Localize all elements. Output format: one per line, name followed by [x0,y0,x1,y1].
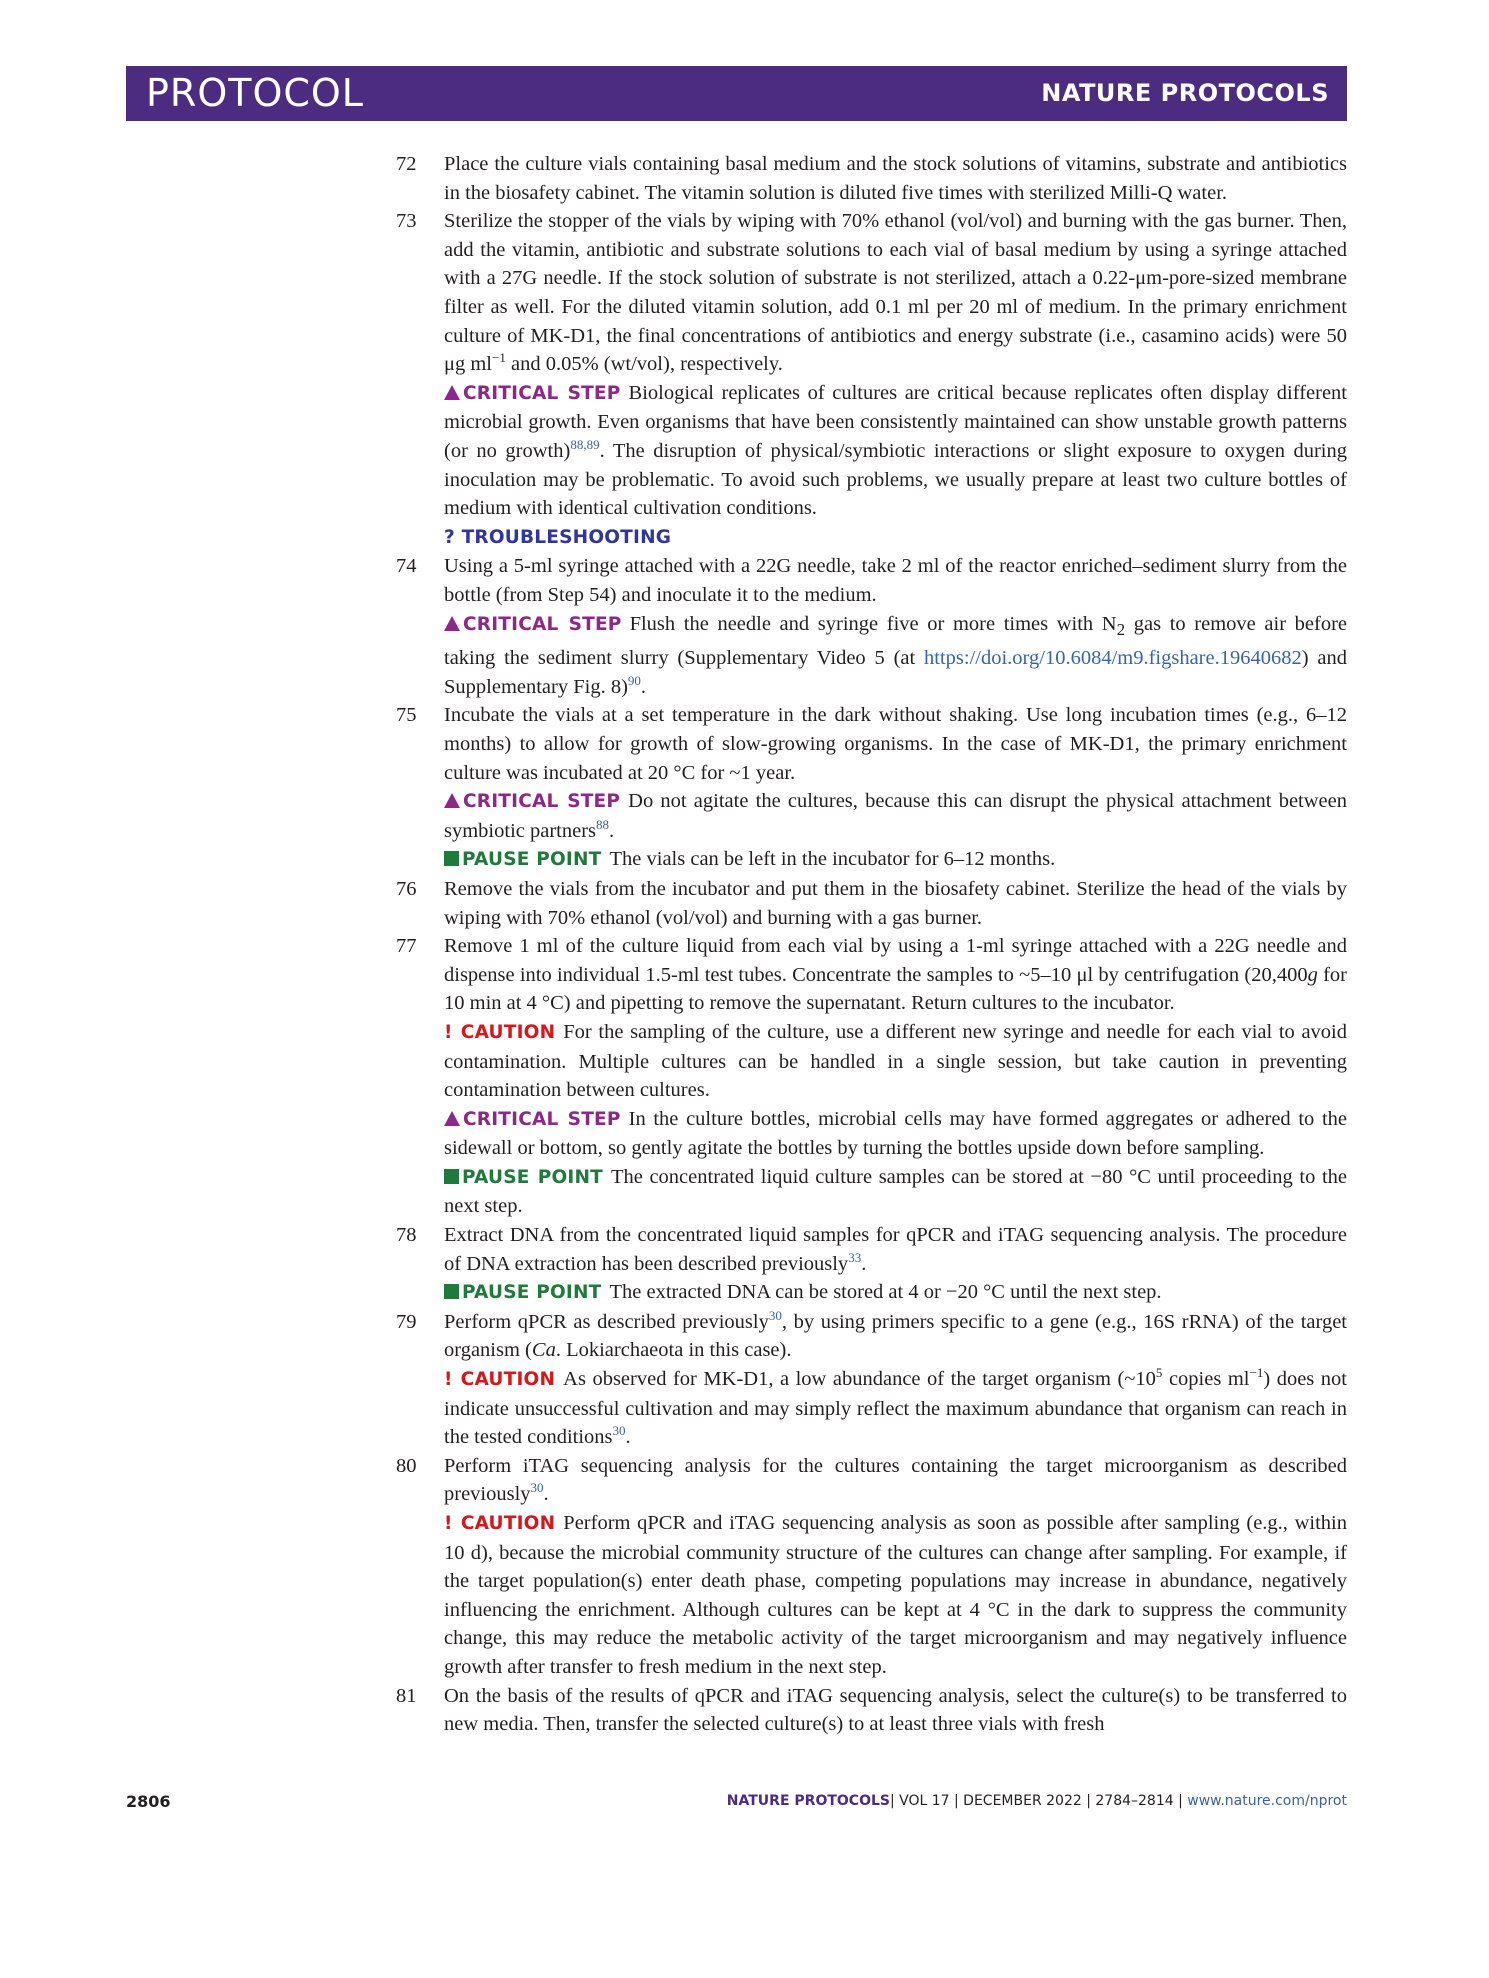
footer-journal: NATURE PROTOCOLS [726,1793,890,1809]
triangle-icon [444,385,460,400]
step-81 [396,1682,1347,1739]
footer-citation [727,1793,1347,1809]
step-78 [396,1221,1347,1308]
reference[interactable]: 88 [596,816,610,832]
critical-step-note: CRITICAL STEP Biological replicates of cultures are critical because replicates often display different microbial growth. Even organisms that have been consistently maintained can show unstable growth patterns (or no growth)$^{88,89}$. The disruption of physical/symbiotic interactions or slight exposure to oxygen during inoculation may be problematic. To avoid such problems, we usually prepare at least two culture bottles of medium with identical cultivation conditions. [444,381,1347,520]
step-text: Remove the vials from the incubator and put them in the biosafety cabinet. Sterilize the head of the vials by wiping with 70% ethanol (vol/vol) and burning with a gas burner. [444,877,1347,929]
step-number: 81 [396,1684,417,1707]
caution-note: ! CAUTION As observed for MK-D1, a low abundance of the target organism ($\sim 10^5$ copies $ml^{-1}$) does not indicate unsuccessful cultivation and may simply reflect the maximum abundance that organism can reach in the tested conditions$^{30}$. [444,1365,1347,1449]
step-73 [396,207,1347,552]
pause-point-note: PAUSE POINT The vials can be left in the incubator for 6–12 months. [444,845,1347,875]
step-text: On the basis of the results of qPCR and iTAG sequencing analysis, select the culture(s) to be transferred to new media. Then, transfer the selected culture(s) to at least three vials with fresh [444,1684,1347,1736]
reference[interactable]: 33 [848,1249,862,1265]
step-number: 74 [396,555,417,578]
figshare-link[interactable]: https://doi.org/10.6084/m9.figshare.19640682 [924,647,1302,670]
reference[interactable]: 30 [612,1423,626,1439]
caution-note: ! CAUTION Perform qPCR and iTAG sequencing analysis as soon as possible after sampling (e.g., within 10 d), because the microbial community structure of the cultures can change after sampling. For example, if the target population(s) enter death phase, competing populations may increase in abundance, negatively influencing the enrichment. Although cultures can be kept at 4 °C in the dark to suppress the community change, this may reduce the metabolic activity of the target microorganism and may negatively influence growth after transfer to fresh medium in the next step. [444,1512,1347,1678]
step-number: 78 [396,1224,417,1247]
caution-note: ! CAUTION For the sampling of the culture, use a different new syringe and needle for each vial to avoid contamination. Multiple cultures can be handled in a single session, but take caution in preventing contamination between cultures. [444,1020,1347,1102]
critical-step-note: CRITICAL STEP Flush the needle and syringe five or more times with $N_2$ gas to remove air before taking the sediment slurry (Supplementary Video 5 (at https://doi.org/10.6084/m9.figshare.19640682) and Supplementary Fig. 8)$^{90}$. [444,612,1347,698]
step-number: 76 [396,877,417,900]
footer-volume: | VOL 17 | DECEMBER 2022 | 2784–2814 | [889,1793,1188,1809]
step-72 [396,150,1347,207]
triangle-icon [444,616,460,631]
step-75 [396,701,1347,875]
header-banner [126,66,1347,121]
protocol-steps [396,150,1347,1739]
critical-step-note: CRITICAL STEP In the culture bottles, microbial cells may have formed aggregates or adhered to the sidewall or bottom, so gently agitate the bottles by turning the bottles upside down before sampling. [444,1107,1347,1160]
reference[interactable]: 88,89 [570,436,600,452]
step-number: 77 [396,935,417,958]
step-number: 75 [396,704,417,727]
troubleshooting-link[interactable]: ? TROUBLESHOOTING [444,526,672,548]
pause-point-note: PAUSE POINT The extracted DNA can be stored at 4 or −20 °C until the next step. [444,1278,1347,1308]
square-icon [444,851,459,866]
step-text: Perform iTAG sequencing analysis for the cultures containing the target microorganism as described previously$^{30}$. [444,1454,1347,1506]
step-number: 79 [396,1310,417,1333]
step-number: 72 [396,153,417,175]
reference[interactable]: 30 [530,1480,544,1496]
step-text: Remove 1 ml of the culture liquid from each vial by using a 1-ml syringe attached with a 22G needle and dispense into individual 1.5-ml test tubes. Concentrate the samples to ~5–10 μl by centrifugation (20,400g for 10 min at 4 °C) and pipetting to remove the supernatant. Return cultures to the incubator. [444,935,1347,1015]
journal-title: NATURE PROTOCOLS [1041,79,1329,107]
critical-step-note: CRITICAL STEP Do not agitate the cultures, because this can disrupt the physical attachment between symbiotic partners$^{88}$. [444,790,1347,842]
page-number: 2806 [126,1792,171,1811]
step-74 [396,552,1347,701]
step-text: Place the culture vials containing basal medium and the stock solutions of vitamins, substrate and antibiotics in the biosafety cabinet. The vitamin solution is diluted five times with sterilized Milli-Q water. [444,153,1347,204]
step-number: 73 [396,210,417,233]
step-76 [396,875,1347,932]
square-icon [444,1284,459,1299]
journal-url-link[interactable]: www.nature.com/nprot [1187,1793,1347,1809]
step-80 [396,1452,1347,1682]
step-text: Incubate the vials at a set temperature in the dark without shaking. Use long incubation times (e.g., 6–12 months) to allow for growth of slow-growing organisms. In the case of MK-D1, the primary enrichment culture was incubated at 20 °C for ~1 year. [444,704,1347,784]
step-text: Using a 5-ml syringe attached with a 22G needle, take 2 ml of the reactor enriched–sediment slurry from the bottle (from Step 54) and inoculate it to the medium. [444,555,1347,606]
step-text: Extract DNA from the concentrated liquid samples for qPCR and iTAG sequencing analysis. The procedure of DNA extraction has been described previously$^{33}$. [444,1224,1347,1275]
square-icon [444,1169,459,1184]
step-text: Perform qPCR as described previously$^{30}$, by using primers specific to a gene (e.g., 16S rRNA) of the target organism (Ca. Lokiarchaeota in this case). [444,1307,1347,1362]
triangle-icon [444,1111,460,1126]
step-text: Sterilize the stopper of the vials by wiping with 70% ethanol (vol/vol) and burning with the gas burner. Then, add the vitamin, antibiotic and substrate solutions to each vial of basal medium by using a syringe attached with a 27G needle. If the stock solution of substrate is not sterilized, attach a 0.22-μm-pore-sized membrane filter as well. For the diluted vitamin solution, add 0.1 ml per 20 ml of medium. In the primary enrichment culture of MK-D1, the final concentrations of antibiotics and energy substrate (i.e., casamino acids) were 50 μg $ml^{-1}$ and 0.05% (wt/vol), respectively. [444,210,1347,376]
step-77 [396,932,1347,1221]
triangle-icon [444,793,460,808]
section-title: PROTOCOL [146,71,364,115]
reference[interactable]: 90 [627,672,641,688]
reference[interactable]: 30 [768,1307,782,1323]
step-number: 80 [396,1454,417,1477]
step-79 [396,1308,1347,1452]
pause-point-note: PAUSE POINT The concentrated liquid culture samples can be stored at −80 °C until proceeding to the next step. [444,1165,1347,1218]
